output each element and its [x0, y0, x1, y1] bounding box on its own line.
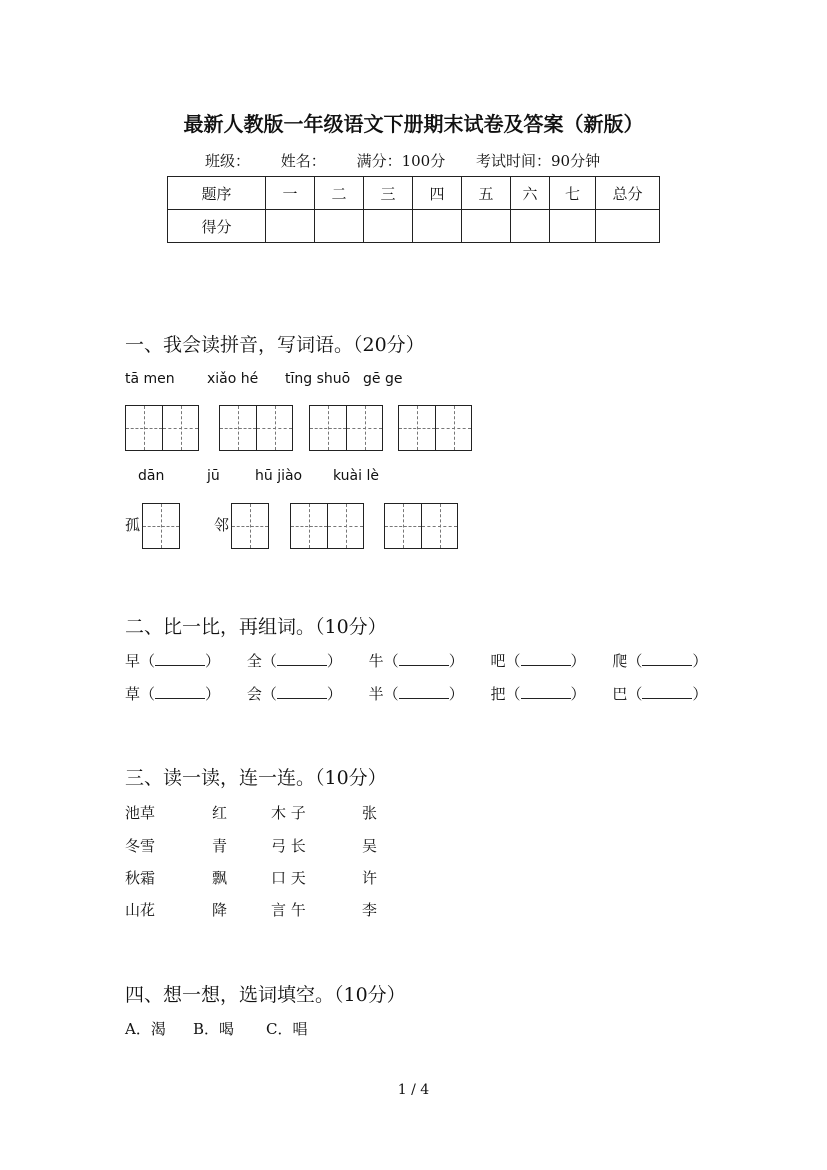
- section-4-title: 四、想一想，选词填空。（10分）: [125, 984, 406, 1006]
- compare-char: 巴: [612, 685, 628, 703]
- compare-char: 会: [246, 685, 262, 703]
- compare-char: 草: [125, 685, 141, 703]
- row-label-cell: 得分: [168, 210, 266, 243]
- compare-char: 把: [490, 685, 506, 703]
- writing-grid[interactable]: [290, 503, 364, 549]
- header-cell: 六: [511, 177, 550, 210]
- prefix-char: 孤: [125, 516, 141, 534]
- score-cell[interactable]: [266, 210, 315, 243]
- prefix-char: 邻: [214, 516, 230, 534]
- score-cell[interactable]: [596, 210, 660, 243]
- page-number: 1 / 4: [397, 1082, 430, 1098]
- compare-row: 早（ ） 全（ ） 牛（ ） 吧（ ） 爬（ ）: [125, 652, 708, 670]
- pinyin: tā men: [125, 371, 175, 387]
- match-word[interactable]: 弓 长: [271, 837, 306, 855]
- pinyin: xiǎo hé: [207, 371, 259, 387]
- writing-grid[interactable]: [384, 503, 458, 549]
- match-word[interactable]: 吴: [362, 837, 378, 855]
- pinyin: gē ge: [363, 371, 403, 387]
- compare-char: 吧: [490, 652, 506, 670]
- match-word[interactable]: 青: [212, 837, 228, 855]
- compare-char: 早: [125, 652, 141, 670]
- full-score-label: 满分：100分: [356, 152, 446, 170]
- match-word[interactable]: 许: [362, 869, 378, 887]
- match-word[interactable]: 山花: [125, 901, 156, 919]
- compare-char: 全: [246, 652, 262, 670]
- section-3-title: 三、读一读，连一连。（10分）: [125, 767, 387, 789]
- writing-grid[interactable]: [398, 405, 472, 451]
- pinyin: tīng shuō: [285, 371, 351, 387]
- match-word[interactable]: 秋霜: [125, 869, 156, 887]
- header-cell: 三: [364, 177, 413, 210]
- match-word[interactable]: 红: [212, 804, 228, 822]
- match-word[interactable]: 木 子: [271, 804, 306, 822]
- choice-c: C．唱: [266, 1020, 308, 1038]
- match-word[interactable]: 飘: [212, 869, 228, 887]
- answer-blank[interactable]: [155, 653, 205, 666]
- score-cell[interactable]: [413, 210, 462, 243]
- class-label: 班级：: [205, 152, 251, 170]
- section-1-title: 一、我会读拼音，写词语。（20分）: [125, 334, 425, 356]
- answer-blank[interactable]: [155, 686, 205, 699]
- compare-char: 牛: [368, 652, 384, 670]
- score-cell[interactable]: [550, 210, 596, 243]
- compare-row: 草（ ） 会（ ） 半（ ） 把（ ） 巴（ ）: [125, 685, 708, 703]
- page-title: 最新人教版一年级语文下册期末试卷及答案（新版）: [183, 112, 644, 136]
- score-table-header-row: [168, 177, 660, 210]
- pinyin: jū: [207, 468, 220, 484]
- header-cell: 五: [462, 177, 511, 210]
- answer-blank[interactable]: [277, 653, 327, 666]
- match-word[interactable]: 降: [212, 901, 228, 919]
- score-cell[interactable]: [315, 210, 364, 243]
- answer-blank[interactable]: [642, 653, 692, 666]
- header-cell: 题序: [168, 177, 266, 210]
- match-word[interactable]: 口 天: [271, 869, 306, 887]
- writing-grid[interactable]: [142, 503, 180, 549]
- pinyin: kuài lè: [333, 468, 379, 484]
- compare-char: 半: [368, 685, 384, 703]
- header-cell: 总分: [596, 177, 660, 210]
- score-table-score-row: [168, 210, 660, 243]
- exam-time-label: 考试时间：90分钟: [476, 152, 601, 170]
- name-label: 姓名：: [280, 152, 326, 170]
- header-cell: 一: [266, 177, 315, 210]
- choice-a: A．渴: [125, 1020, 166, 1038]
- answer-blank[interactable]: [277, 686, 327, 699]
- match-word[interactable]: 张: [362, 804, 378, 822]
- answer-blank[interactable]: [399, 653, 449, 666]
- section-2-title: 二、比一比，再组词。（10分）: [125, 616, 387, 638]
- writing-grid[interactable]: [125, 405, 199, 451]
- header-cell: 二: [315, 177, 364, 210]
- answer-blank[interactable]: [521, 686, 571, 699]
- answer-blank[interactable]: [399, 686, 449, 699]
- answer-blank[interactable]: [521, 653, 571, 666]
- pinyin: hū jiào: [255, 468, 303, 484]
- pinyin: dān: [138, 468, 165, 484]
- header-cell: 四: [413, 177, 462, 210]
- score-cell[interactable]: [511, 210, 550, 243]
- compare-char: 爬: [612, 652, 628, 670]
- match-word[interactable]: 池草: [125, 804, 156, 822]
- match-word[interactable]: 言 午: [271, 901, 306, 919]
- writing-grid[interactable]: [309, 405, 383, 451]
- header-cell: 七: [550, 177, 596, 210]
- writing-grid[interactable]: [231, 503, 269, 549]
- match-word[interactable]: 李: [362, 901, 378, 919]
- answer-blank[interactable]: [642, 686, 692, 699]
- choice-b: B．喝: [193, 1020, 235, 1038]
- score-cell[interactable]: [364, 210, 413, 243]
- score-cell[interactable]: [462, 210, 511, 243]
- score-table: [167, 176, 660, 243]
- match-word[interactable]: 冬雪: [125, 837, 156, 855]
- writing-grid[interactable]: [219, 405, 293, 451]
- exam-info: [205, 150, 626, 171]
